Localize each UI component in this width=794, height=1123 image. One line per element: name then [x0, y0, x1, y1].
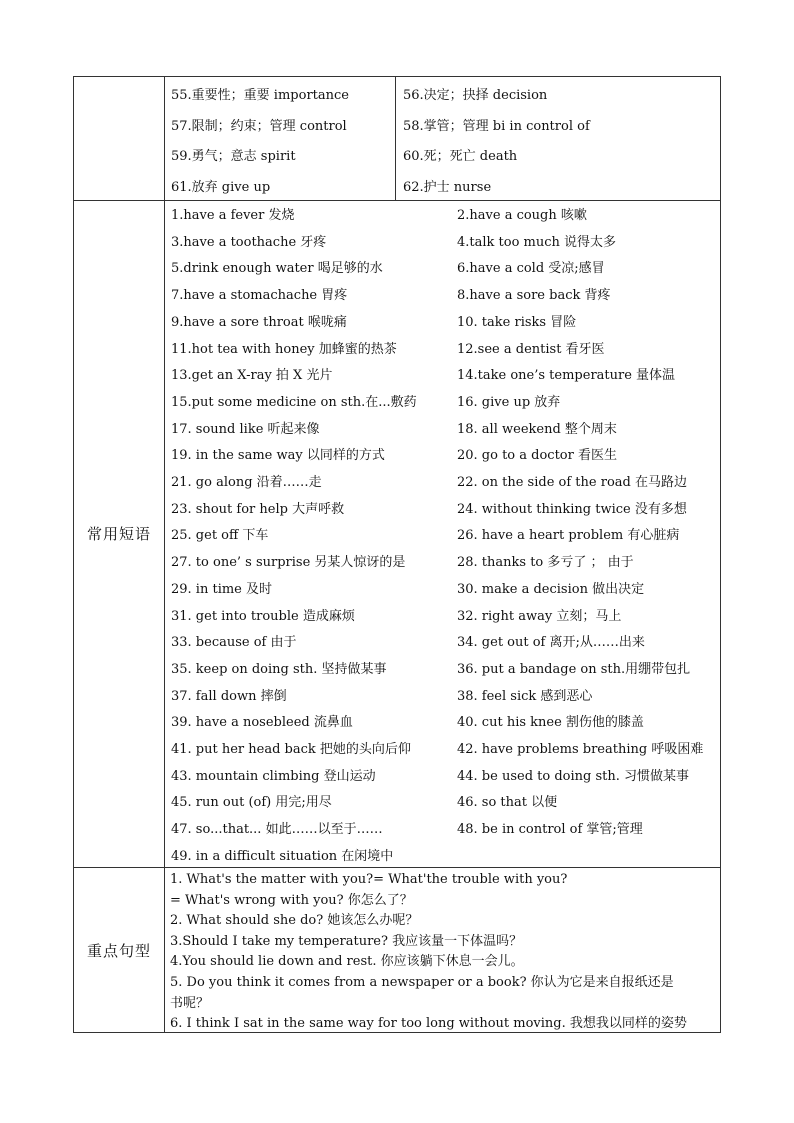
phrase-item: 37. fall down 摔倒	[171, 688, 287, 704]
phrase-item: 4.talk too much 说得太多	[457, 234, 617, 250]
phrase-item: 46. so that 以便	[457, 795, 558, 811]
sentence-line: 3.Should I take my temperature? 我应该量一下体温吗？	[170, 933, 523, 949]
vocab-item: 59.勇气；意志 spirit	[171, 149, 296, 164]
phrase-item: 47. so...that... 如此……以至于……	[171, 822, 383, 838]
phrase-item: 28. thanks to 多亏了 ； 由于	[457, 555, 634, 571]
phrase-item: 11.hot tea with honey 加蜂蜜的热茶	[171, 341, 397, 357]
phrase-item: 40. cut his knee 割伤他的膝盖	[457, 715, 644, 731]
phrase-item: 25. get off 下车	[171, 528, 269, 544]
phrase-item: 17. sound like 听起来像	[171, 421, 320, 437]
sentence-line: 6. I think I sat in the same way for too long without moving. 我想我以同样的姿势	[170, 1016, 687, 1032]
phrase-item: 31. get into trouble 造成麻烦	[171, 608, 355, 624]
phrase-item: 12.see a dentist 看牙医	[457, 341, 605, 357]
vocab-item: 60.死；死亡 death	[403, 149, 518, 164]
vocab-item: 55.重要性；重要 importance	[171, 88, 349, 103]
phrase-item: 36. put a bandage on sth.用绷带包扎	[457, 661, 691, 677]
phrase-item: 43. mountain climbing 登山运动	[171, 768, 376, 784]
phrase-item: 22. on the side of the road 在马路边	[457, 475, 687, 490]
phrase-item: 42. have problems breathing 呼吸困难	[457, 742, 704, 757]
vocab-item: 56.决定；抉择 decision	[403, 88, 548, 103]
phrase-item: 2.have a cough 咳嗽	[457, 208, 587, 223]
sentence-line: 书呢？	[170, 995, 210, 1011]
phrase-item: 10. take risks 冒险	[457, 314, 577, 330]
vocab-column-divider	[395, 77, 396, 200]
document-table	[73, 76, 721, 1033]
phrase-item: 48. be in control of 掌管;管理	[457, 822, 643, 838]
phrase-item: 35. keep on doing sth. 坚持做某事	[171, 661, 387, 677]
phrase-item: 39. have a nosebleed 流鼻血	[171, 715, 353, 731]
vocab-item: 62.护士 nurse	[403, 179, 492, 195]
phrase-item: 1.have a fever 发烧	[171, 208, 295, 223]
phrase-item: 32. right away 立刻；马上	[457, 608, 622, 624]
phrase-item: 34. get out of 离开;从……出来	[457, 635, 645, 651]
phrases-section-label: 常用短语	[86, 525, 151, 543]
phrase-item: 20. go to a doctor 看医生	[457, 448, 617, 464]
phrase-item: 3.have a toothache 牙疼	[171, 234, 327, 250]
phrase-item: 5.drink enough water 喝足够的水	[171, 261, 383, 277]
phrase-item: 38. feel sick 感到恶心	[457, 688, 593, 704]
phrase-item: 44. be used to doing sth. 习惯做某事	[457, 768, 689, 784]
phrase-item: 30. make a decision 做出决定	[457, 581, 645, 597]
phrase-item: 8.have a sore back 背疼	[457, 288, 611, 304]
phrase-item: 16. give up 放弃	[457, 394, 561, 410]
phrase-item: 41. put her head back 把她的头向后仰	[171, 742, 411, 757]
phrase-item: 45. run out (of) 用完;用尽	[171, 795, 332, 811]
vocab-item: 61.放弃 give up	[171, 179, 271, 195]
phrase-item: 29. in time 及时	[171, 581, 273, 597]
sentence-line: 1. What's the matter with you?= What'the trouble with you?	[170, 872, 568, 887]
sentence-line: 2. What should she do? 她该怎么办呢？	[170, 913, 419, 929]
sentences-section	[170, 870, 716, 1035]
label-column-divider	[164, 77, 165, 1032]
phrase-item: 24. without thinking twice 没有多想	[457, 501, 687, 517]
phrase-item: 9.have a sore throat 喉咙痛	[171, 314, 347, 330]
sentences-section-label: 重点句型	[86, 941, 151, 960]
phrase-item: 15.put some medicine on sth.在...敷药	[171, 394, 417, 410]
phrase-item: 26. have a heart problem 有心脏病	[457, 528, 680, 544]
sentence-line: = What's wrong with you? 你怎么了？	[170, 892, 413, 908]
phrase-item: 23. shout for help 大声呼救	[171, 501, 345, 517]
vocab-section-divider	[74, 200, 720, 201]
phrase-item: 18. all weekend 整个周末	[457, 421, 617, 437]
sentence-line: 4.You should lie down and rest. 你应该躺下休息一会儿。	[170, 954, 524, 970]
phrases-section-divider	[74, 867, 720, 868]
phrase-item: 7.have a stomachache 胃疼	[171, 288, 348, 304]
phrase-item: 6.have a cold 受凉;感冒	[457, 261, 605, 277]
phrase-item: 13.get an X-ray 拍 X 光片	[171, 368, 333, 384]
phrase-item: 19. in the same way 以同样的方式	[171, 448, 385, 464]
phrase-item: 21. go along 沿着……走	[171, 475, 322, 490]
phrase-item: 27. to one’ s surprise 另某人惊讶的是	[171, 555, 406, 571]
sentence-line: 5. Do you think it comes from a newspaper or a book? 你认为它是来自报纸还是	[170, 974, 674, 990]
phrase-item: 33. because of 由于	[171, 635, 297, 651]
phrase-item: 14.take one’s temperature 量体温	[457, 368, 676, 384]
vocab-item: 57.限制；约束；管理 control	[171, 118, 347, 134]
phrase-item: 49. in a difficult situation 在闲境中	[171, 848, 394, 864]
vocab-item: 58.掌管；管理 bi in control of	[403, 118, 590, 134]
